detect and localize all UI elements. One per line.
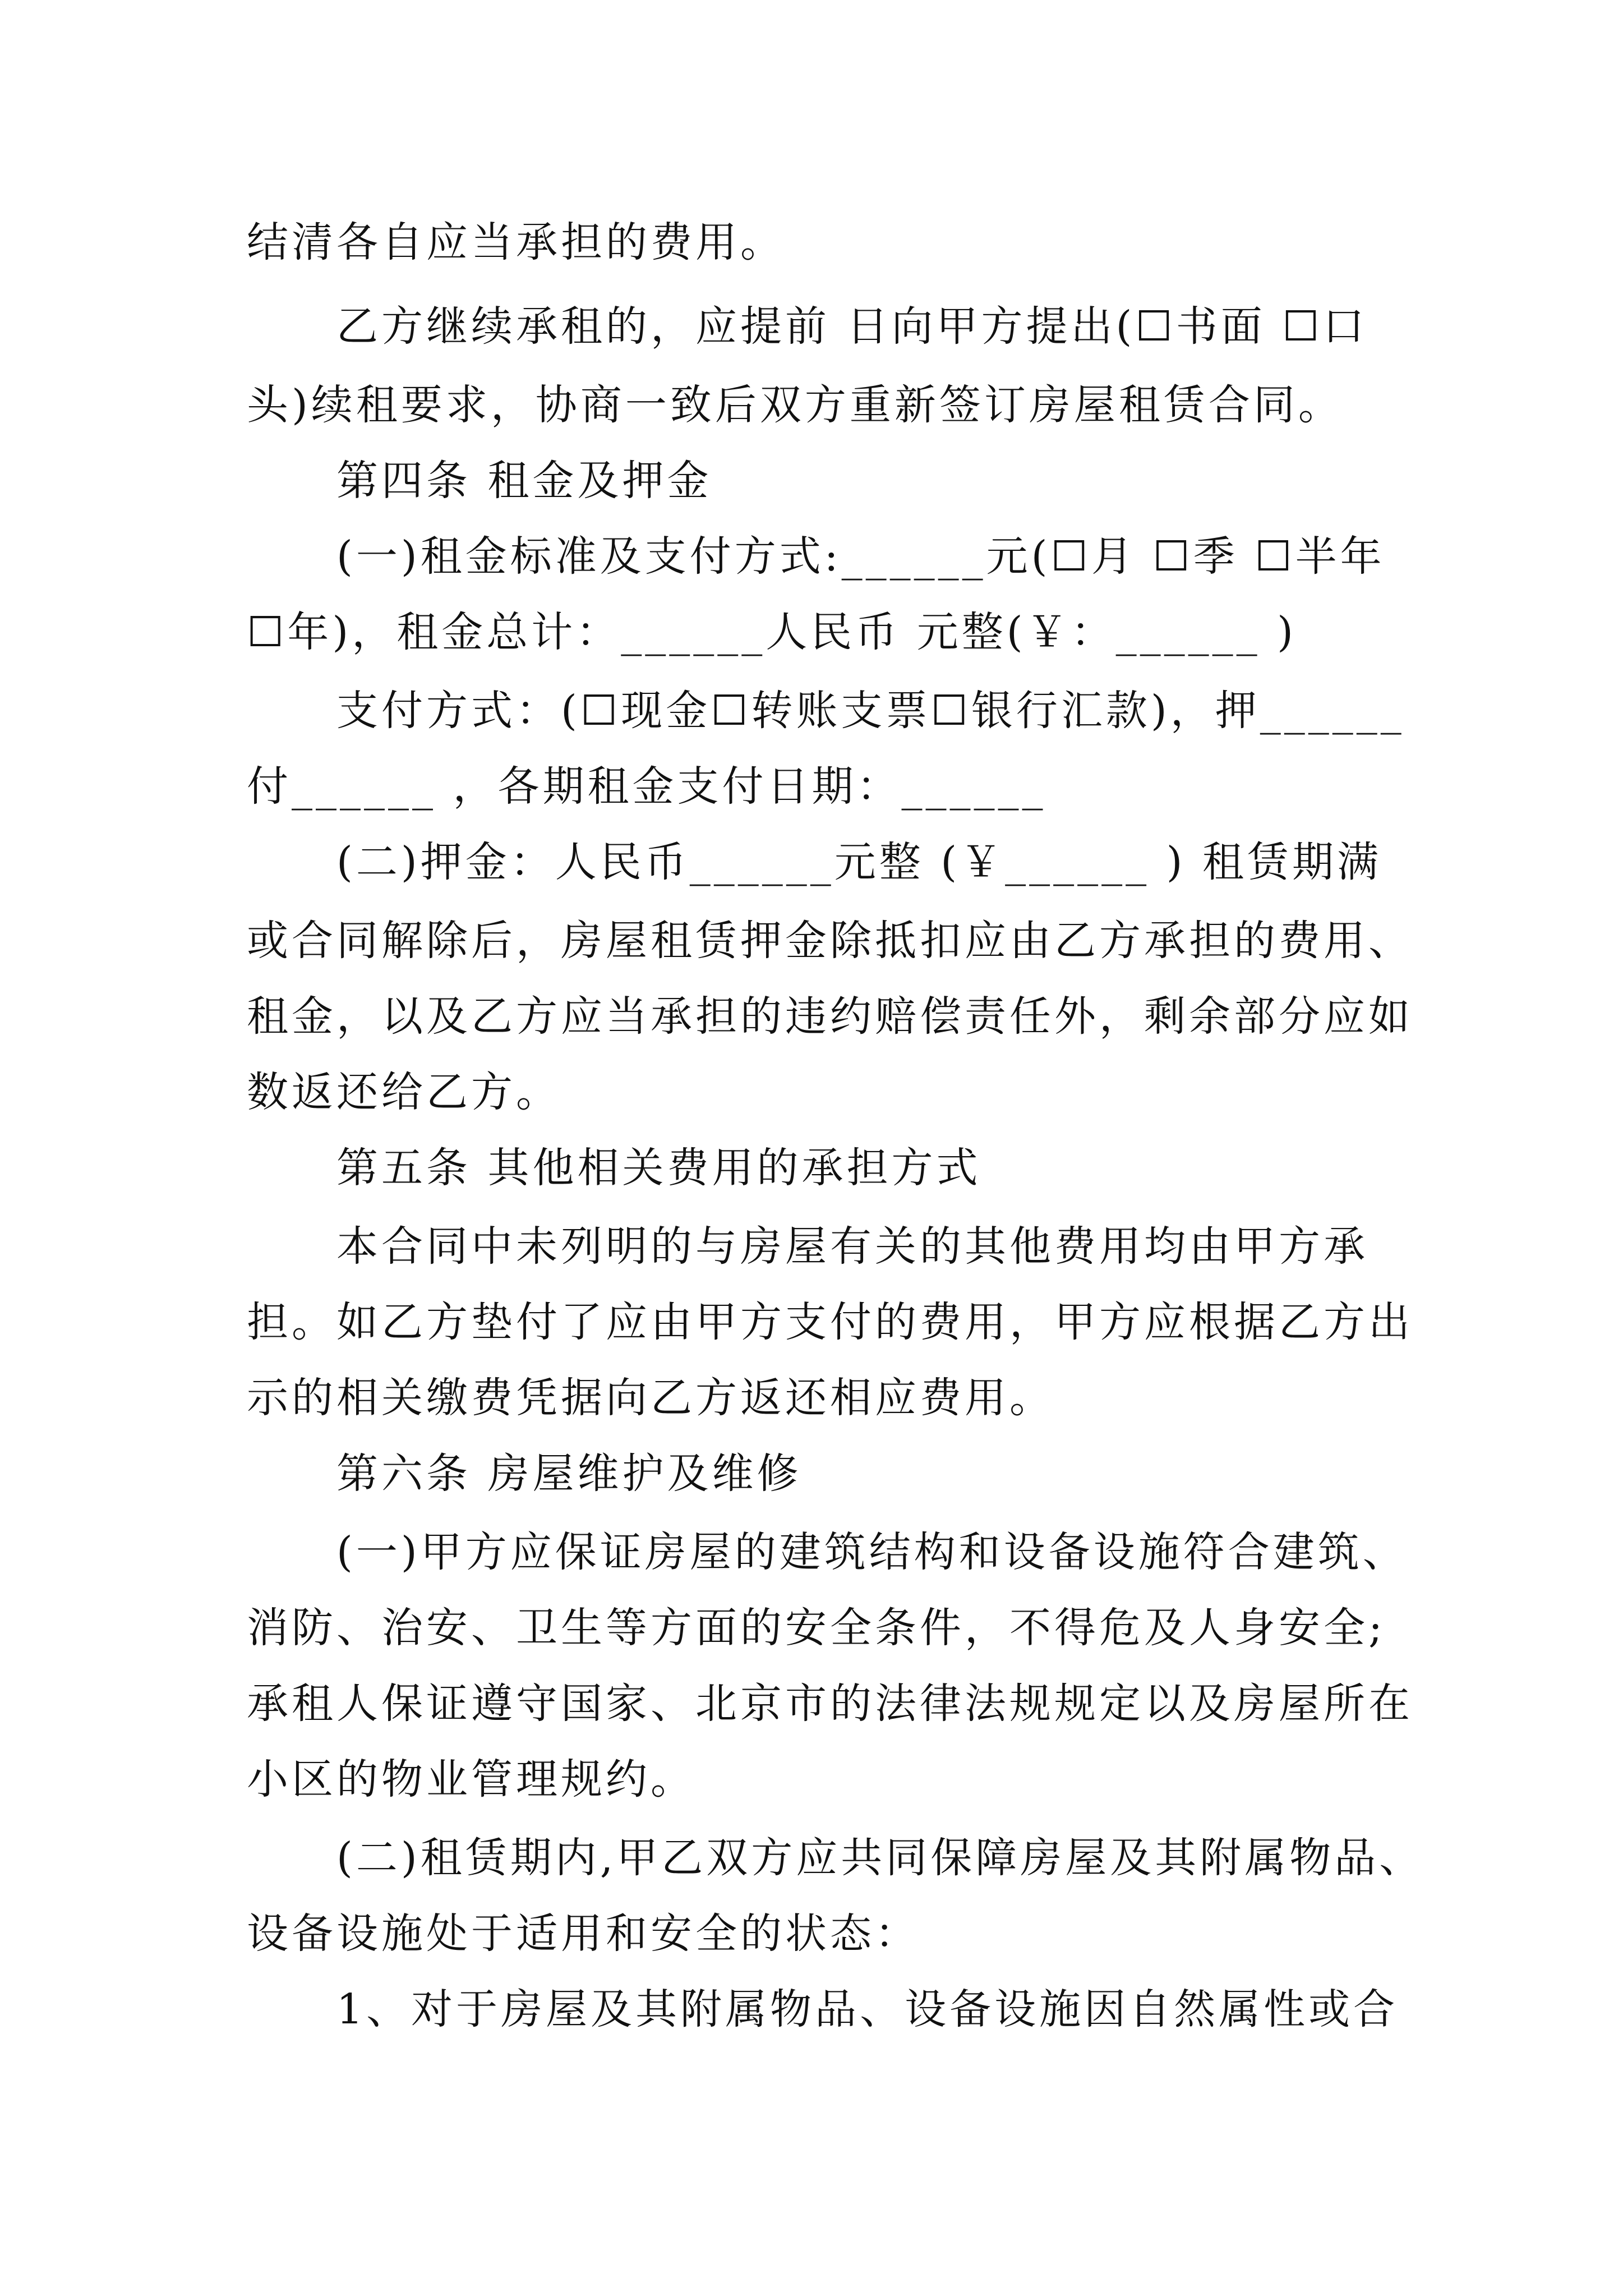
text-line: 或合同解除后，房屋租赁押金除抵扣应由乙方承担的费用、: [247, 917, 1413, 965]
text-line: (二)押金：人民币______元整 (￥______ ) 租赁期满: [336, 838, 1382, 886]
section-heading: 第五条 其他相关费用的承担方式: [336, 1144, 981, 1192]
text-line: (一)甲方应保证房屋的建筑结构和设备设施符合建筑、: [336, 1528, 1408, 1576]
text-line: 数返还给乙方。: [247, 1068, 561, 1116]
text-line: 乙方继续承租的，应提前 日向甲方提出(☐书面 ☐口: [336, 302, 1368, 351]
text-line: 承租人保证遵守国家、北京市的法律法规规定以及房屋所在: [247, 1680, 1413, 1728]
text-line: 结清各自应当承担的费用。: [247, 218, 785, 266]
text-line: 担。如乙方垫付了应由甲方支付的费用，甲方应根据乙方出: [247, 1298, 1413, 1346]
text-line: 设备设施处于适用和安全的状态：: [247, 1910, 920, 1958]
section-heading: 第六条 房屋维护及维修: [336, 1450, 802, 1498]
text-line: 本合同中未列明的与房屋有关的其他费用均由甲方承: [336, 1222, 1368, 1271]
text-line: 支付方式：(☐现金☐转账支票☐银行汇款)，押______: [336, 687, 1405, 735]
text-line: 租金，以及乙方应当承担的违约赔偿责任外，剩余部分应如: [247, 992, 1413, 1041]
text-line: 消防、治安、卫生等方面的安全条件，不得危及人身安全;: [247, 1604, 1386, 1652]
text-line: (二)租赁期内,甲乙双方应共同保障房屋及其附属物品、: [336, 1834, 1424, 1882]
text-line: 示的相关缴费凭据向乙方返还相应费用。: [247, 1374, 1054, 1422]
text-line: 头)续租要求，协商一致后双方重新签订房屋租赁合同。: [247, 381, 1343, 429]
section-heading: 第四条 租金及押金: [336, 457, 712, 505]
text-line: 付______ ，各期租金支付日期：______: [247, 762, 1046, 811]
text-line: (一)租金标准及支付方式:______元(☐月 ☐季 ☐半年: [336, 532, 1385, 581]
text-line: 1、对于房屋及其附属物品、设备设施因自然属性或合: [336, 1985, 1399, 2033]
text-line: ☐年)，租金总计：______人民币 元整(￥：______ ): [247, 608, 1297, 656]
text-line: 小区的物业管理规约。: [247, 1755, 695, 1803]
